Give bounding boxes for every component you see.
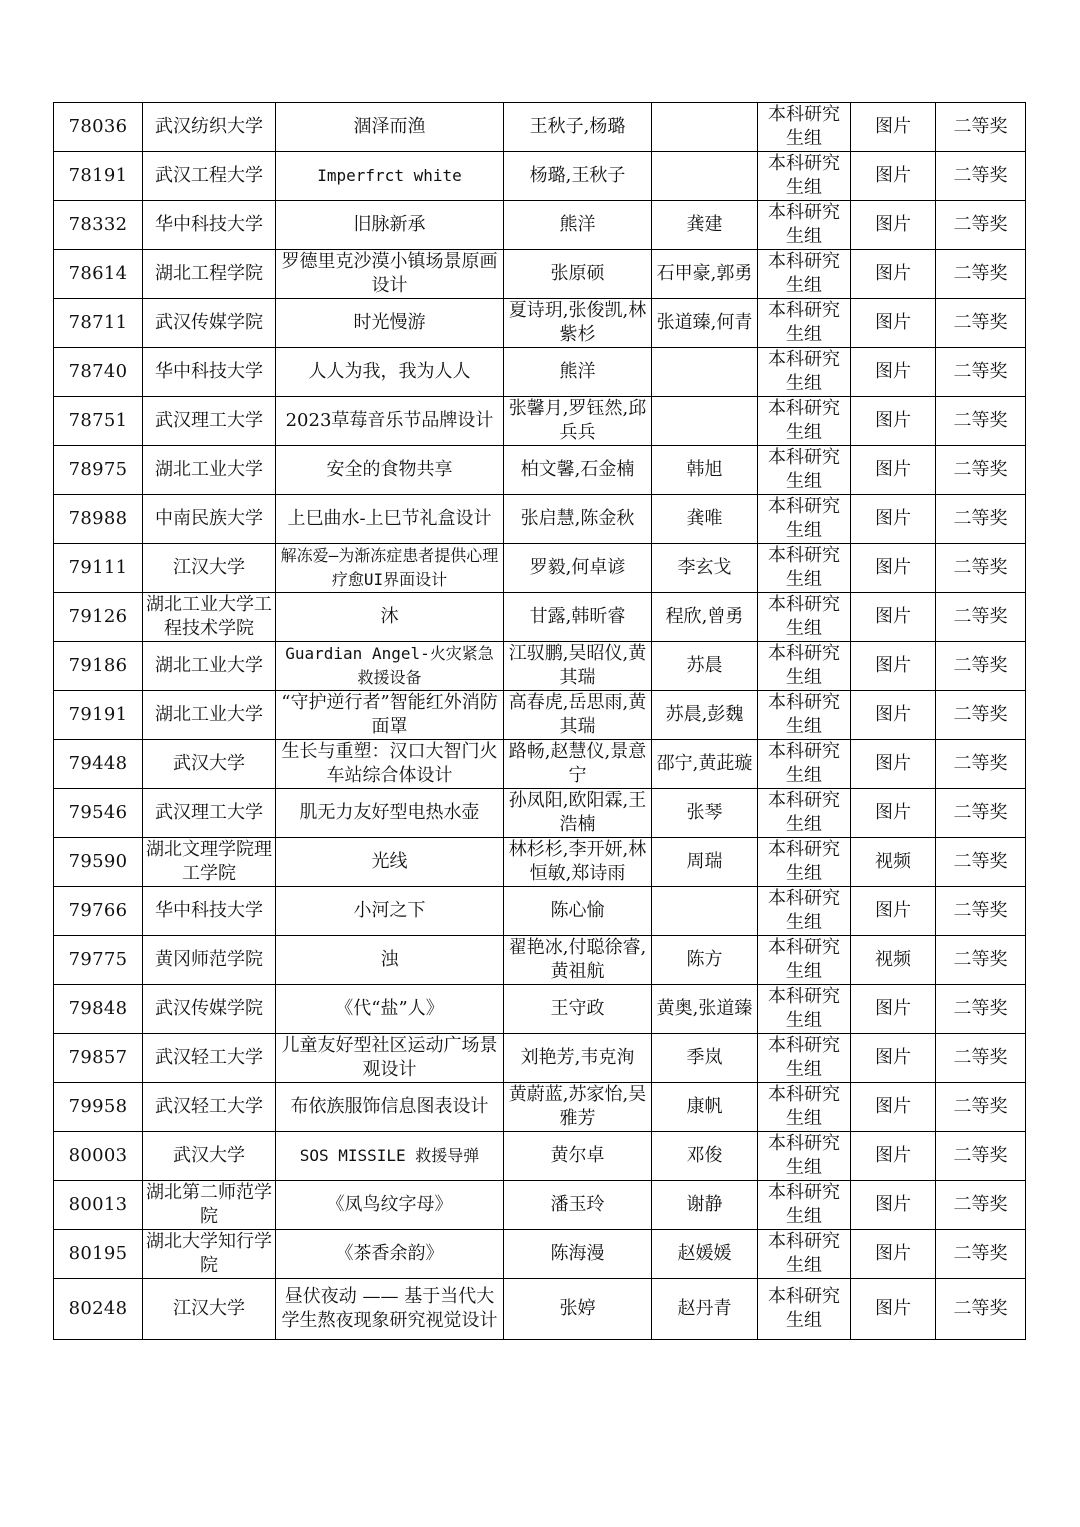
authors-cell: 张馨月,罗钰然,邱兵兵	[504, 397, 652, 446]
group-cell: 本科研究生组	[758, 593, 851, 642]
table-row	[54, 103, 1026, 152]
school-cell: 湖北大学知行学院	[143, 1230, 276, 1279]
advisor-cell: 黄奥,张道臻	[652, 985, 758, 1034]
award-cell: 二等奖	[936, 299, 1026, 348]
table-row	[54, 201, 1026, 250]
entry-id-cell: 79126	[54, 593, 143, 642]
entry-id-cell: 79590	[54, 838, 143, 887]
work-title-cell: 昼伏夜动 —— 基于当代大学生熬夜现象研究视觉设计	[276, 1279, 504, 1340]
school-cell: 武汉理工大学	[143, 789, 276, 838]
group-cell: 本科研究生组	[758, 299, 851, 348]
authors-cell: 黄尔卓	[504, 1132, 652, 1181]
table-row	[54, 887, 1026, 936]
work-title-cell: 涸泽而渔	[276, 103, 504, 152]
award-cell: 二等奖	[936, 1230, 1026, 1279]
advisor-cell: 邓俊	[652, 1132, 758, 1181]
table-row	[54, 544, 1026, 593]
school-cell: 湖北工业大学	[143, 642, 276, 691]
work-title-cell: 解冻爱—为渐冻症患者提供心理疗愈UI界面设计	[276, 544, 504, 593]
work-title-cell: 《凤鸟纹字母》	[276, 1181, 504, 1230]
table-row	[54, 985, 1026, 1034]
work-title-cell: 2023草莓音乐节品牌设计	[276, 397, 504, 446]
authors-cell: 王守政	[504, 985, 652, 1034]
authors-cell: 杨璐,王秋子	[504, 152, 652, 201]
authors-cell: 罗毅,何卓谚	[504, 544, 652, 593]
work-type-cell: 图片	[851, 1181, 936, 1230]
authors-cell: 熊洋	[504, 201, 652, 250]
authors-cell: 夏诗玥,张俊凯,林紫杉	[504, 299, 652, 348]
award-cell: 二等奖	[936, 1083, 1026, 1132]
advisor-cell	[652, 152, 758, 201]
group-cell: 本科研究生组	[758, 887, 851, 936]
table-row	[54, 789, 1026, 838]
work-title-cell: 生长与重塑：汉口大智门火车站综合体设计	[276, 740, 504, 789]
school-cell: 武汉工程大学	[143, 152, 276, 201]
table-row	[54, 642, 1026, 691]
work-type-cell: 视频	[851, 936, 936, 985]
entry-id-cell: 78975	[54, 446, 143, 495]
authors-cell: 江驭鹏,吴昭仪,黄其瑞	[504, 642, 652, 691]
school-cell: 湖北工程学院	[143, 250, 276, 299]
group-cell: 本科研究生组	[758, 348, 851, 397]
advisor-cell: 张琴	[652, 789, 758, 838]
work-title-cell: 罗德里克沙漠小镇场景原画设计	[276, 250, 504, 299]
advisor-cell: 季岚	[652, 1034, 758, 1083]
school-cell: 江汉大学	[143, 544, 276, 593]
award-cell: 二等奖	[936, 740, 1026, 789]
group-cell: 本科研究生组	[758, 1279, 851, 1340]
group-cell: 本科研究生组	[758, 201, 851, 250]
work-type-cell: 图片	[851, 691, 936, 740]
work-title-cell: 人人为我，我为人人	[276, 348, 504, 397]
table-row	[54, 397, 1026, 446]
work-type-cell: 图片	[851, 299, 936, 348]
advisor-cell: 李玄戈	[652, 544, 758, 593]
work-type-cell: 图片	[851, 985, 936, 1034]
entry-id-cell: 79848	[54, 985, 143, 1034]
advisor-cell: 赵丹青	[652, 1279, 758, 1340]
authors-cell: 张启慧,陈金秋	[504, 495, 652, 544]
award-cell: 二等奖	[936, 936, 1026, 985]
work-title-cell: Imperfrct white	[276, 152, 504, 201]
work-type-cell: 图片	[851, 1230, 936, 1279]
award-cell: 二等奖	[936, 838, 1026, 887]
entry-id-cell: 78711	[54, 299, 143, 348]
work-type-cell: 图片	[851, 544, 936, 593]
award-cell: 二等奖	[936, 1181, 1026, 1230]
entry-id-cell: 78191	[54, 152, 143, 201]
authors-cell: 潘玉玲	[504, 1181, 652, 1230]
school-cell: 湖北工业大学	[143, 691, 276, 740]
table-row	[54, 250, 1026, 299]
advisor-cell: 谢静	[652, 1181, 758, 1230]
advisor-cell: 康帆	[652, 1083, 758, 1132]
school-cell: 武汉传媒学院	[143, 299, 276, 348]
work-type-cell: 图片	[851, 593, 936, 642]
work-title-cell: 肌无力友好型电热水壶	[276, 789, 504, 838]
award-cell: 二等奖	[936, 495, 1026, 544]
advisor-cell: 程欣,曾勇	[652, 593, 758, 642]
awards-table-body	[54, 103, 1026, 1340]
advisor-cell	[652, 103, 758, 152]
advisor-cell	[652, 348, 758, 397]
work-type-cell: 图片	[851, 446, 936, 495]
entry-id-cell: 79958	[54, 1083, 143, 1132]
work-title-cell: Guardian Angel-火灾紧急救援设备	[276, 642, 504, 691]
table-row	[54, 1083, 1026, 1132]
group-cell: 本科研究生组	[758, 1181, 851, 1230]
group-cell: 本科研究生组	[758, 1034, 851, 1083]
advisor-cell: 陈方	[652, 936, 758, 985]
award-cell: 二等奖	[936, 1132, 1026, 1181]
work-title-cell: 《代“盐”人》	[276, 985, 504, 1034]
advisor-cell: 苏晨	[652, 642, 758, 691]
authors-cell: 柏文馨,石金楠	[504, 446, 652, 495]
work-type-cell: 图片	[851, 1083, 936, 1132]
work-type-cell: 图片	[851, 495, 936, 544]
table-row	[54, 691, 1026, 740]
table-row	[54, 495, 1026, 544]
group-cell: 本科研究生组	[758, 936, 851, 985]
advisor-cell: 张道臻,何青	[652, 299, 758, 348]
entry-id-cell: 79111	[54, 544, 143, 593]
school-cell: 武汉大学	[143, 740, 276, 789]
work-type-cell: 图片	[851, 201, 936, 250]
school-cell: 武汉大学	[143, 1132, 276, 1181]
group-cell: 本科研究生组	[758, 1083, 851, 1132]
authors-cell: 黄蔚蓝,苏家怡,吴雅芳	[504, 1083, 652, 1132]
advisor-cell: 周瑞	[652, 838, 758, 887]
school-cell: 湖北文理学院理工学院	[143, 838, 276, 887]
authors-cell: 陈心愉	[504, 887, 652, 936]
school-cell: 华中科技大学	[143, 201, 276, 250]
school-cell: 武汉轻工大学	[143, 1083, 276, 1132]
authors-cell: 孙凤阳,欧阳霖,王浩楠	[504, 789, 652, 838]
work-type-cell: 图片	[851, 789, 936, 838]
entry-id-cell: 78332	[54, 201, 143, 250]
school-cell: 武汉轻工大学	[143, 1034, 276, 1083]
authors-cell: 陈海漫	[504, 1230, 652, 1279]
table-row	[54, 593, 1026, 642]
work-title-cell: 浊	[276, 936, 504, 985]
work-type-cell: 图片	[851, 250, 936, 299]
award-cell: 二等奖	[936, 593, 1026, 642]
entry-id-cell: 78614	[54, 250, 143, 299]
work-type-cell: 图片	[851, 397, 936, 446]
work-title-cell: 《茶香余韵》	[276, 1230, 504, 1279]
entry-id-cell: 79186	[54, 642, 143, 691]
entry-id-cell: 80248	[54, 1279, 143, 1340]
work-title-cell: 上巳曲水-上巳节礼盒设计	[276, 495, 504, 544]
award-cell: 二等奖	[936, 201, 1026, 250]
advisor-cell: 邵宁,黄茈璇	[652, 740, 758, 789]
group-cell: 本科研究生组	[758, 985, 851, 1034]
work-type-cell: 图片	[851, 348, 936, 397]
authors-cell: 甘露,韩昕睿	[504, 593, 652, 642]
table-row	[54, 838, 1026, 887]
authors-cell: 路畅,赵慧仪,景意宁	[504, 740, 652, 789]
work-type-cell: 图片	[851, 740, 936, 789]
work-title-cell: SOS MISSILE 救援导弹	[276, 1132, 504, 1181]
award-cell: 二等奖	[936, 250, 1026, 299]
work-type-cell: 图片	[851, 1034, 936, 1083]
advisor-cell: 龚建	[652, 201, 758, 250]
award-cell: 二等奖	[936, 152, 1026, 201]
entry-id-cell: 78988	[54, 495, 143, 544]
group-cell: 本科研究生组	[758, 1132, 851, 1181]
school-cell: 江汉大学	[143, 1279, 276, 1340]
entry-id-cell: 78751	[54, 397, 143, 446]
school-cell: 湖北工业大学	[143, 446, 276, 495]
entry-id-cell: 80013	[54, 1181, 143, 1230]
authors-cell: 刘艳芳,韦克洵	[504, 1034, 652, 1083]
work-type-cell: 图片	[851, 887, 936, 936]
group-cell: 本科研究生组	[758, 789, 851, 838]
authors-cell: 翟艳冰,付聪徐睿,黄祖航	[504, 936, 652, 985]
school-cell: 中南民族大学	[143, 495, 276, 544]
work-type-cell: 图片	[851, 1132, 936, 1181]
award-cell: 二等奖	[936, 789, 1026, 838]
table-row	[54, 1034, 1026, 1083]
authors-cell: 张原硕	[504, 250, 652, 299]
group-cell: 本科研究生组	[758, 103, 851, 152]
work-title-cell: 光线	[276, 838, 504, 887]
school-cell: 华中科技大学	[143, 887, 276, 936]
table-row	[54, 936, 1026, 985]
table-row	[54, 299, 1026, 348]
entry-id-cell: 79191	[54, 691, 143, 740]
authors-cell: 王秋子,杨璐	[504, 103, 652, 152]
advisor-cell: 赵媛媛	[652, 1230, 758, 1279]
school-cell: 武汉理工大学	[143, 397, 276, 446]
school-cell: 华中科技大学	[143, 348, 276, 397]
work-type-cell: 图片	[851, 1279, 936, 1340]
table-row	[54, 1230, 1026, 1279]
work-type-cell: 视频	[851, 838, 936, 887]
table-row	[54, 1181, 1026, 1230]
authors-cell: 高春虎,岳思雨,黄其瑞	[504, 691, 652, 740]
school-cell: 黄冈师范学院	[143, 936, 276, 985]
award-cell: 二等奖	[936, 1279, 1026, 1340]
table-row	[54, 348, 1026, 397]
awards-table	[53, 102, 1026, 1340]
entry-id-cell: 78740	[54, 348, 143, 397]
work-type-cell: 图片	[851, 103, 936, 152]
award-cell: 二等奖	[936, 1034, 1026, 1083]
authors-cell: 张婷	[504, 1279, 652, 1340]
group-cell: 本科研究生组	[758, 740, 851, 789]
table-row	[54, 152, 1026, 201]
work-type-cell: 图片	[851, 642, 936, 691]
award-cell: 二等奖	[936, 446, 1026, 495]
table-row	[54, 740, 1026, 789]
group-cell: 本科研究生组	[758, 250, 851, 299]
work-title-cell: 时光慢游	[276, 299, 504, 348]
advisor-cell: 韩旭	[652, 446, 758, 495]
group-cell: 本科研究生组	[758, 642, 851, 691]
award-cell: 二等奖	[936, 691, 1026, 740]
work-title-cell: 小河之下	[276, 887, 504, 936]
group-cell: 本科研究生组	[758, 691, 851, 740]
advisor-cell: 苏晨,彭魏	[652, 691, 758, 740]
group-cell: 本科研究生组	[758, 544, 851, 593]
authors-cell: 熊洋	[504, 348, 652, 397]
award-cell: 二等奖	[936, 642, 1026, 691]
group-cell: 本科研究生组	[758, 446, 851, 495]
table-row	[54, 446, 1026, 495]
table-row	[54, 1279, 1026, 1340]
entry-id-cell: 80195	[54, 1230, 143, 1279]
advisor-cell	[652, 397, 758, 446]
entry-id-cell: 80003	[54, 1132, 143, 1181]
group-cell: 本科研究生组	[758, 1230, 851, 1279]
advisor-cell	[652, 887, 758, 936]
school-cell: 武汉传媒学院	[143, 985, 276, 1034]
advisor-cell: 石甲豪,郭勇	[652, 250, 758, 299]
group-cell: 本科研究生组	[758, 152, 851, 201]
award-cell: 二等奖	[936, 887, 1026, 936]
entry-id-cell: 79857	[54, 1034, 143, 1083]
work-title-cell: 旧脉新承	[276, 201, 504, 250]
award-cell: 二等奖	[936, 103, 1026, 152]
work-title-cell: 儿童友好型社区运动广场景观设计	[276, 1034, 504, 1083]
award-cell: 二等奖	[936, 544, 1026, 593]
entry-id-cell: 79546	[54, 789, 143, 838]
award-cell: 二等奖	[936, 985, 1026, 1034]
entry-id-cell: 79775	[54, 936, 143, 985]
work-title-cell: 布依族服饰信息图表设计	[276, 1083, 504, 1132]
school-cell: 武汉纺织大学	[143, 103, 276, 152]
work-title-cell: 沐	[276, 593, 504, 642]
group-cell: 本科研究生组	[758, 838, 851, 887]
group-cell: 本科研究生组	[758, 495, 851, 544]
school-cell: 湖北工业大学工程技术学院	[143, 593, 276, 642]
work-title-cell: “守护逆行者”智能红外消防面罩	[276, 691, 504, 740]
work-title-cell: 安全的食物共享	[276, 446, 504, 495]
work-type-cell: 图片	[851, 152, 936, 201]
entry-id-cell: 79448	[54, 740, 143, 789]
advisor-cell: 龚唯	[652, 495, 758, 544]
award-cell: 二等奖	[936, 397, 1026, 446]
school-cell: 湖北第二师范学院	[143, 1181, 276, 1230]
table-row	[54, 1132, 1026, 1181]
award-cell: 二等奖	[936, 348, 1026, 397]
authors-cell: 林杉杉,李开妍,林恒敏,郑诗雨	[504, 838, 652, 887]
entry-id-cell: 79766	[54, 887, 143, 936]
group-cell: 本科研究生组	[758, 397, 851, 446]
entry-id-cell: 78036	[54, 103, 143, 152]
